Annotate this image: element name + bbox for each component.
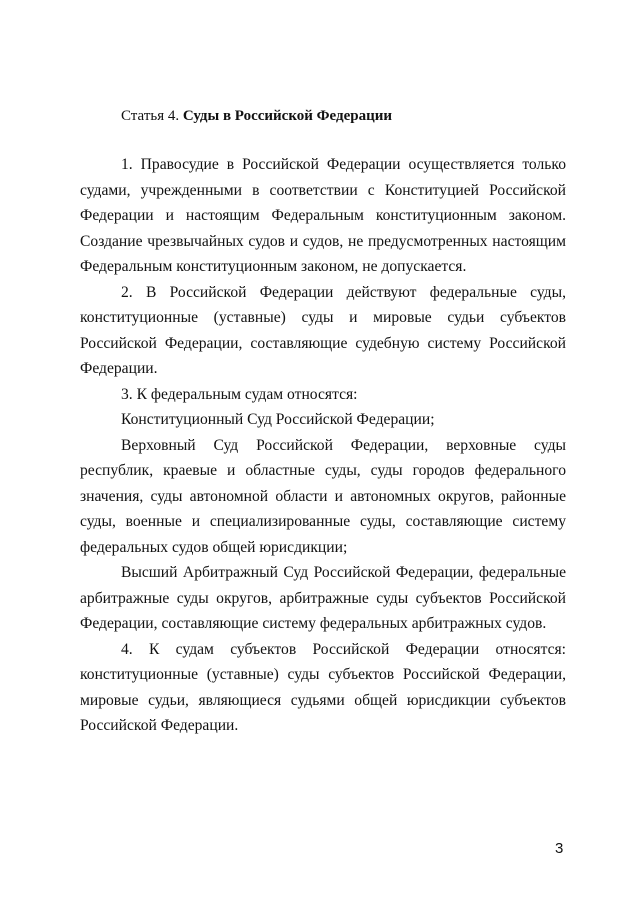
paragraph-4: Конституционный Суд Российской Федерации;	[121, 411, 435, 428]
article-heading	[121, 106, 392, 126]
paragraph-2: 2. В Российской Федерации действуют федеральные суды, конституционные (уставные) суды и мировые судьи субъектов Российской Федерации, составляющие судебную систему Российской Федерации.	[80, 283, 566, 377]
paragraph-5: Верховный Суд Российской Федерации, верховные суды республик, краевые и областные суды, суды городов федерального значения, суды автономной области и автономных округов, районные суды, военные и специализированные суды, составляющие систему федеральных судов общей юрисдикции;	[80, 436, 566, 556]
article-body	[80, 152, 566, 739]
page-number: 3	[555, 840, 564, 857]
article-title: Суды в Российской Федерации	[182, 108, 393, 124]
paragraph-7: 4. К судам субъектов Российской Федерации относятся: конституционные (уставные) суды субъектов Российской Федерации, мировые судьи, являющиеся судьями общей юрисдикции субъектов Российской Федерации.	[80, 640, 566, 734]
article-label: Статья 4.	[121, 108, 180, 124]
paragraph-1: 1. Правосудие в Российской Федерации осуществляется только судами, учрежденными в соответствии с Конституцией Российской Федерации и настоящим Федеральным конституционным законом. Создание чрезвычайных судов и судов, не предусмотренных настоящим Федеральным конституционным законом, не допускается.	[80, 156, 566, 275]
paragraph-6: Высший Арбитражный Суд Российской Федерации, федеральные арбитражные суды округов, арбитражные суды субъектов Российской Федерации, составляющие систему федеральных арбитражных судов.	[80, 564, 566, 632]
paragraph-3: 3. К федеральным судам относятся:	[121, 385, 358, 403]
